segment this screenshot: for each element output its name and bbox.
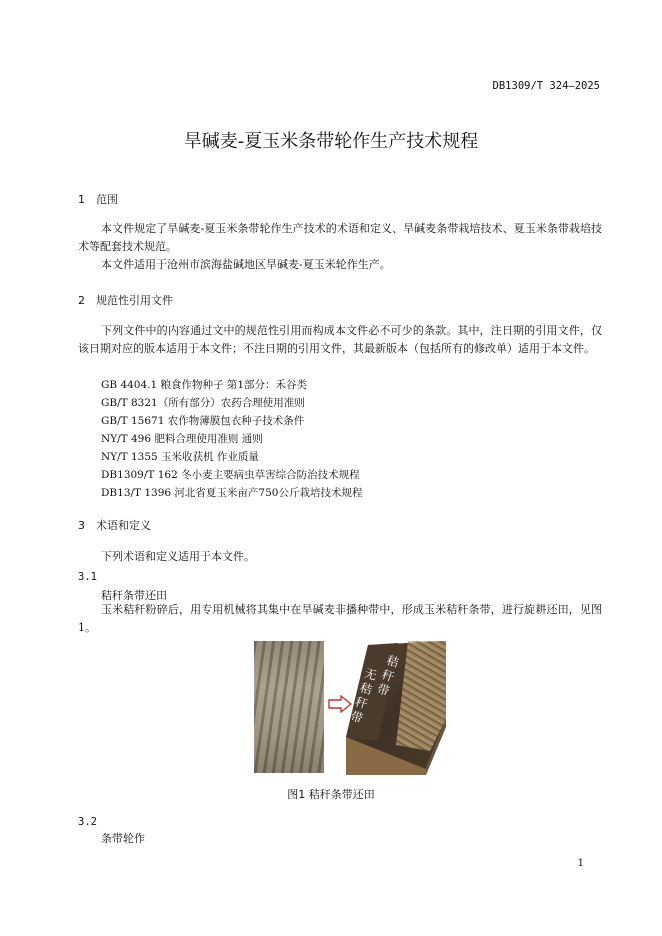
reference-item: GB/T 15671 农作物薄膜包衣种子技术条件 [101,415,305,427]
label-straw-strip: 秸秆带 [375,653,401,699]
section-number: 1 [78,193,85,206]
section-number: 3 [78,519,85,532]
standard-number: DB1309/T 324—2025 [492,80,600,92]
section-heading-2 [78,292,173,308]
section-title: 范围 [96,193,118,206]
term-number: 3.1 [78,571,97,583]
section-heading-3 [78,517,151,533]
section-number: 2 [78,294,85,307]
paragraph: 下列文件中的内容通过文中的规范性引用而构成本文件必不可少的条款。其中，注日期的引用文件，仅该日期对应的版本适用于本文件；不注日期的引用文件，其最新版本（包括所有的修改单）适用于本文件。 [78,324,602,355]
document-title: 旱碱麦-夏玉米条带轮作生产技术规程 [183,131,479,152]
figure-caption: 图1 秸秆条带还田 [287,788,375,801]
paragraph: 下列术语和定义适用于本文件。 [101,550,255,563]
reference-item: DB13/T 1396 河北省夏玉米亩产750公斤栽培技术规程 [101,487,363,499]
section-heading-1 [78,191,118,207]
term-definition: 玉米秸秆粉碎后，用专用机械将其集中在旱碱麦非播种带中，形成玉米秸秆条带，进行旋耕还田，见图1。 [78,603,602,634]
field-photo [254,641,324,773]
section-title: 术语和定义 [96,519,151,532]
section-title: 规范性引用文件 [96,294,173,307]
reference-item: GB/T 8321（所有部分）农药合理使用准则 [101,397,305,409]
page-number: 1 [577,858,584,869]
reference-item: NY/T 496 肥料合理使用准则 通则 [101,433,263,445]
term-name: 秸秆条带还田 [101,589,167,602]
term-name: 条带轮作 [101,832,145,845]
paragraph: 本文件规定了旱碱麦-夏玉米条带轮作生产技术的术语和定义、旱碱麦条带栽培技术、夏玉米条带栽培技术等配套技术规范。 [78,222,602,253]
reference-item: NY/T 1355 玉米收获机 作业质量 [101,451,259,463]
reference-item: DB1309/T 162 冬小麦主要病虫草害综合防治技术规程 [101,469,360,481]
reference-item: GB 4404.1 粮食作物种子 第1部分：禾谷类 [101,379,308,391]
term-number: 3.2 [78,816,97,828]
paragraph: 本文件适用于沧州市滨海盐碱地区旱碱麦-夏玉米轮作生产。 [101,258,391,271]
label-no-straw-strip: 无秸秆带 [348,666,379,726]
